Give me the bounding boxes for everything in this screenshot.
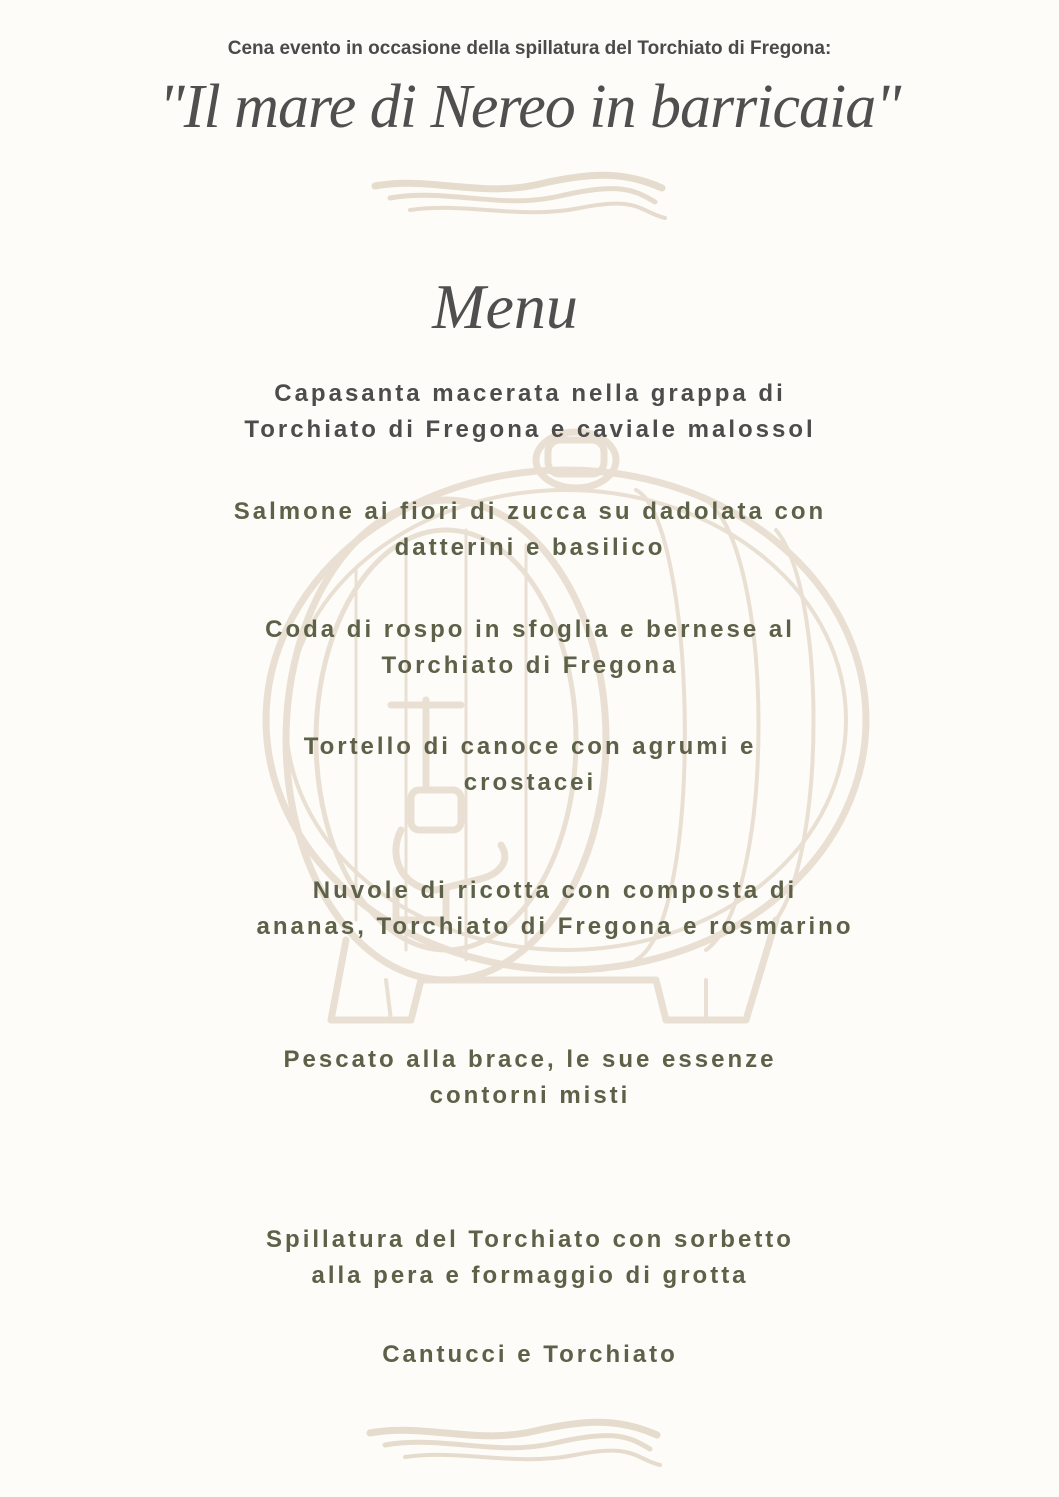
dish-line: Nuvole di ricotta con composta di [312, 877, 798, 904]
dish-line: contorni misti [429, 1082, 631, 1109]
dish-cantucci [150, 1337, 910, 1373]
dish-line: crostacei [463, 769, 597, 796]
dish-pescato [150, 1042, 910, 1114]
dish-line: Torchiato di Fregona e caviale malossol [244, 416, 816, 443]
dish-capasanta [150, 376, 910, 448]
menu-heading: Menu [432, 271, 578, 342]
dish-coda-di-rospo [150, 612, 910, 684]
dish-line: Pescato alla brace, le sue essenze [283, 1046, 777, 1073]
dish-line: Spillatura del Torchiato con sorbetto [266, 1226, 794, 1253]
dish-line: Tortello di canoce con agrumi e [303, 733, 757, 760]
dish-nuvole-di-ricotta [175, 873, 935, 945]
dish-tortello [150, 729, 910, 801]
wave-ornament-top [370, 168, 670, 228]
dish-line: Capasanta macerata nella grappa di [274, 380, 786, 407]
dish-line: Coda di rospo in sfoglia e bernese al [265, 616, 795, 643]
dish-line: Salmone ai fiori di zucca su dadolata con [233, 498, 827, 525]
event-subtitle: Cena evento in occasione della spillatura del Torchiato di Fregona: [227, 38, 832, 59]
wave-ornament-bottom [365, 1415, 665, 1475]
dish-line: Torchiato di Fregona [381, 652, 679, 679]
dish-line: ananas, Torchiato di Fregona e rosmarino [256, 913, 854, 940]
dish-line: Cantucci e Torchiato [382, 1341, 678, 1368]
dish-salmone [150, 494, 910, 566]
event-title: "Il mare di Nereo in barricaia" [158, 73, 901, 141]
dish-spillatura [150, 1222, 910, 1294]
dish-line: datterini e basilico [394, 534, 666, 561]
dish-line: alla pera e formaggio di grotta [311, 1262, 749, 1289]
